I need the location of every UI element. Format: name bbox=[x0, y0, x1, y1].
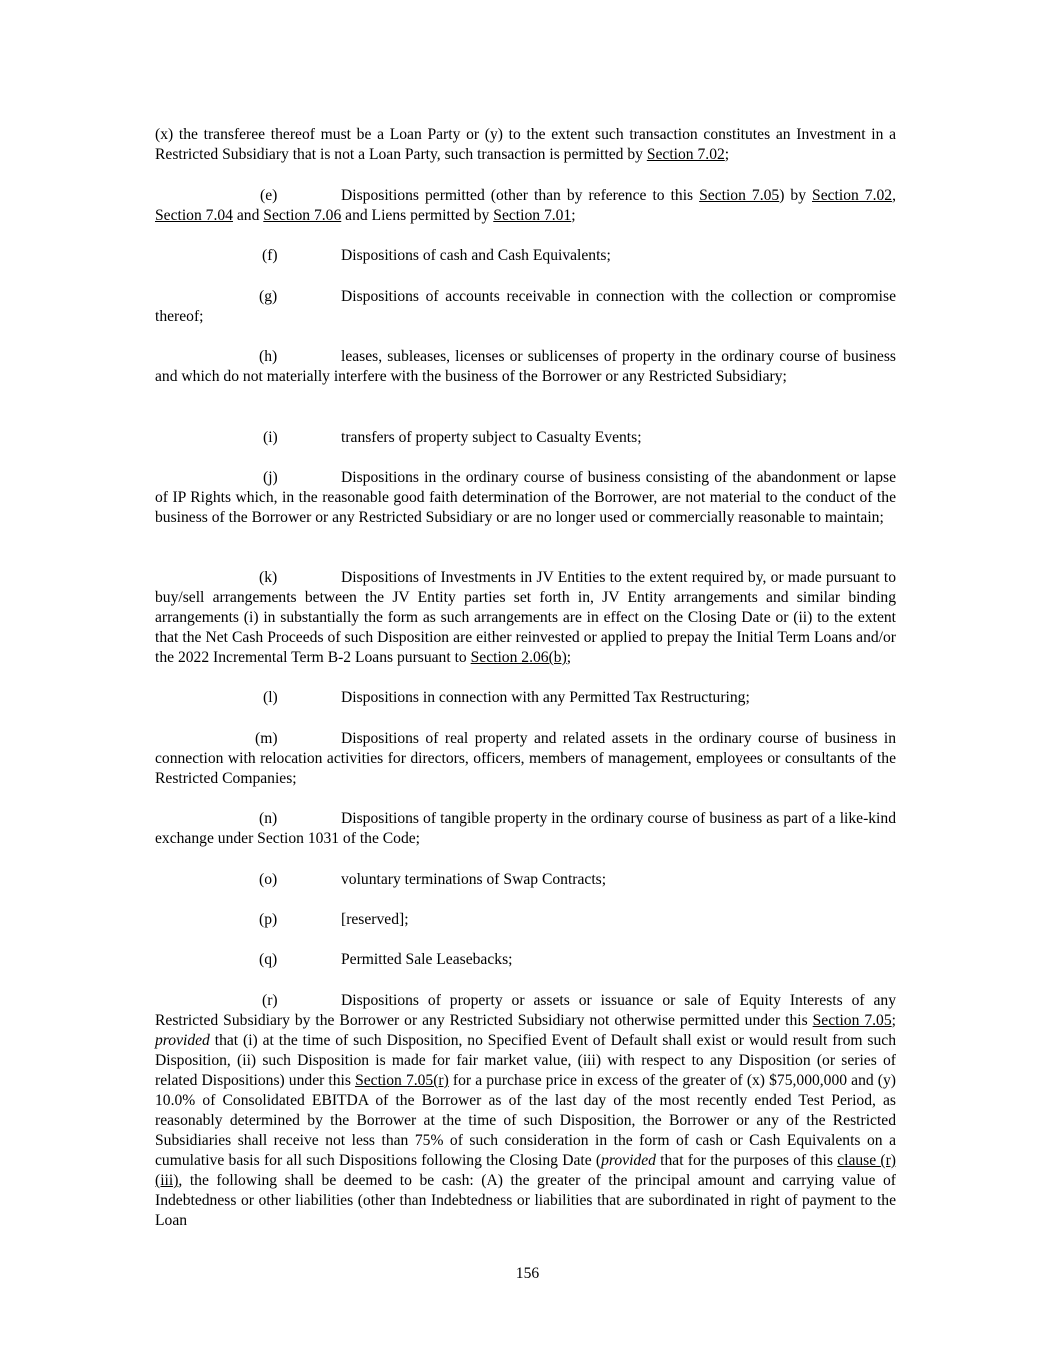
clause-label: (o) bbox=[259, 871, 278, 888]
section-reference: Section 7.04 bbox=[155, 207, 233, 224]
clause-reference: clause (r)(iii) bbox=[155, 1152, 896, 1189]
emphasis: provided bbox=[155, 1032, 210, 1049]
clause-label: (l) bbox=[263, 689, 278, 706]
clause-h bbox=[155, 347, 896, 387]
clause-label: (k) bbox=[259, 569, 278, 586]
paragraph-x-continuation bbox=[155, 125, 896, 165]
clause-o bbox=[155, 870, 896, 890]
clause-label: (q) bbox=[259, 951, 278, 968]
section-reference: Section 2.06(b) bbox=[470, 649, 567, 666]
text: leases, subleases, licenses or sublicenses of property in the ordinary course of business and which do not materially interfere with the business of the Borrower or any Restricted Subsidiary; bbox=[155, 348, 896, 385]
clause-label: (p) bbox=[259, 911, 278, 928]
text: ) by bbox=[779, 187, 813, 204]
clause-label: (j) bbox=[263, 469, 278, 486]
text: Dispositions of accounts receivable in connection with the collection or compromise thereof; bbox=[155, 288, 896, 325]
text: Dispositions of property or assets or issuance or sale of Equity Interests of any Restricted Subsidiary by the Borrower or any Restricted Subsidiary not otherwise permitted under this bbox=[155, 992, 896, 1029]
text: , the following shall be deemed to be cash: (A) the greater of the principal amount and carrying value of Indebtedness or other liabilities (other than Indebtedness or liabilities that are subordinated in right of payment to the Loan bbox=[155, 1172, 896, 1229]
clause-label: (e) bbox=[260, 187, 278, 204]
text: Dispositions in the ordinary course of business consisting of the abandonment or lapse of IP Rights which, in the reasonable good faith determination of the Borrower, are not material to the conduct of the business of the Borrower or any Restricted Subsidiary or are no longer used or commercially reasonable to maintain; bbox=[155, 469, 896, 526]
text: ; bbox=[724, 146, 730, 163]
clause-l bbox=[155, 688, 896, 708]
text: Dispositions of tangible property in the ordinary course of business as part of a like-kind exchange under Section 1031 of the Code; bbox=[155, 810, 896, 847]
text: and bbox=[232, 207, 264, 224]
clause-j bbox=[155, 468, 896, 528]
clause-p bbox=[155, 910, 896, 930]
clause-label: (f) bbox=[262, 247, 278, 264]
text: [reserved]; bbox=[341, 911, 409, 928]
text: for a purchase price in excess of the greater of (x) $75,000,000 and (y) 10.0% of Consolidated EBITDA of the Borrower as of the last day of the most recently ended Test Period, as reasonably determined by the Borrower at the time of such Disposition, the Borrower or any of the Restricted Subsidiaries shall receive not less than 75% of such consideration in the form of cash or Cash Equivalents on a cumulative basis for all such Dispositions following the Closing Date ( bbox=[155, 1072, 896, 1169]
clause-label: (m) bbox=[255, 730, 278, 747]
text: Dispositions of real property and related assets in the ordinary course of business in connection with relocation activities for directors, officers, members of management, employees or consultants of the Restricted Companies; bbox=[155, 730, 896, 787]
text: Dispositions of cash and Cash Equivalents; bbox=[341, 247, 611, 264]
clause-e bbox=[155, 186, 896, 226]
clause-label: (h) bbox=[259, 348, 278, 365]
text: Dispositions in connection with any Permitted Tax Restructuring; bbox=[341, 689, 750, 706]
section-reference: Section 7.02 bbox=[646, 146, 725, 163]
text: , bbox=[892, 187, 896, 204]
section-reference: Section 7.06 bbox=[263, 207, 342, 224]
text: that (i) at the time of such Disposition, no Specified Event of Default shall exist or would result from such Disposition, (ii) such Disposition is made for fair market value, (iii) with respect to any Disposition (or series of related Dispositions) under this bbox=[155, 1032, 896, 1089]
clause-label: (r) bbox=[262, 992, 278, 1009]
text: and Liens permitted by bbox=[341, 207, 494, 224]
section-reference: Section 7.05 bbox=[699, 187, 780, 204]
text: ; bbox=[571, 207, 576, 224]
clause-r bbox=[155, 991, 896, 1231]
clause-m bbox=[155, 729, 896, 789]
section-reference: Section 7.01 bbox=[493, 207, 572, 224]
section-reference: Section 7.05(r) bbox=[355, 1072, 449, 1089]
clause-i bbox=[155, 428, 896, 448]
clause-g bbox=[155, 287, 896, 327]
clause-k bbox=[155, 568, 896, 668]
text: ; bbox=[566, 649, 572, 666]
text: Dispositions permitted (other than by reference to this bbox=[341, 187, 700, 204]
clause-f bbox=[155, 246, 896, 266]
clause-q bbox=[155, 950, 896, 970]
text: Permitted Sale Leasebacks; bbox=[341, 951, 513, 968]
clause-label: (n) bbox=[259, 810, 278, 827]
text: transfers of property subject to Casualty Events; bbox=[341, 429, 642, 446]
section-reference: Section 7.05 bbox=[812, 1012, 892, 1029]
text: (x) the transferee thereof must be a Loan Party or (y) to the extent such transaction constitutes an Investment in a Restricted Subsidiary that is not a Loan Party, such transaction is permitted by bbox=[155, 126, 896, 163]
emphasis: provided bbox=[601, 1152, 656, 1169]
clause-n bbox=[155, 809, 896, 849]
text: voluntary terminations of Swap Contracts; bbox=[341, 871, 607, 888]
text: Dispositions of Investments in JV Entities to the extent required by, or made pursuant to buy/sell arrangements between the JV Entity parties set forth in, JV Entity arrangements and similar binding arrangements (i) in substantially the form as such arrangements are in effect on the Closing Date or (ii) to the extent that the Net Cash Proceeds of such Disposition are either reinvested or applied to prepay the Initial Term Loans and/or the 2022 Incremental Term B-2 Loans pursuant to bbox=[155, 569, 896, 666]
section-reference: Section 7.02 bbox=[812, 187, 893, 204]
text: ; bbox=[891, 1012, 896, 1029]
page-number: 156 bbox=[515, 1265, 540, 1282]
text: that for the purposes of this bbox=[655, 1152, 838, 1169]
clause-label: (g) bbox=[259, 288, 278, 305]
clause-label: (i) bbox=[263, 429, 278, 446]
